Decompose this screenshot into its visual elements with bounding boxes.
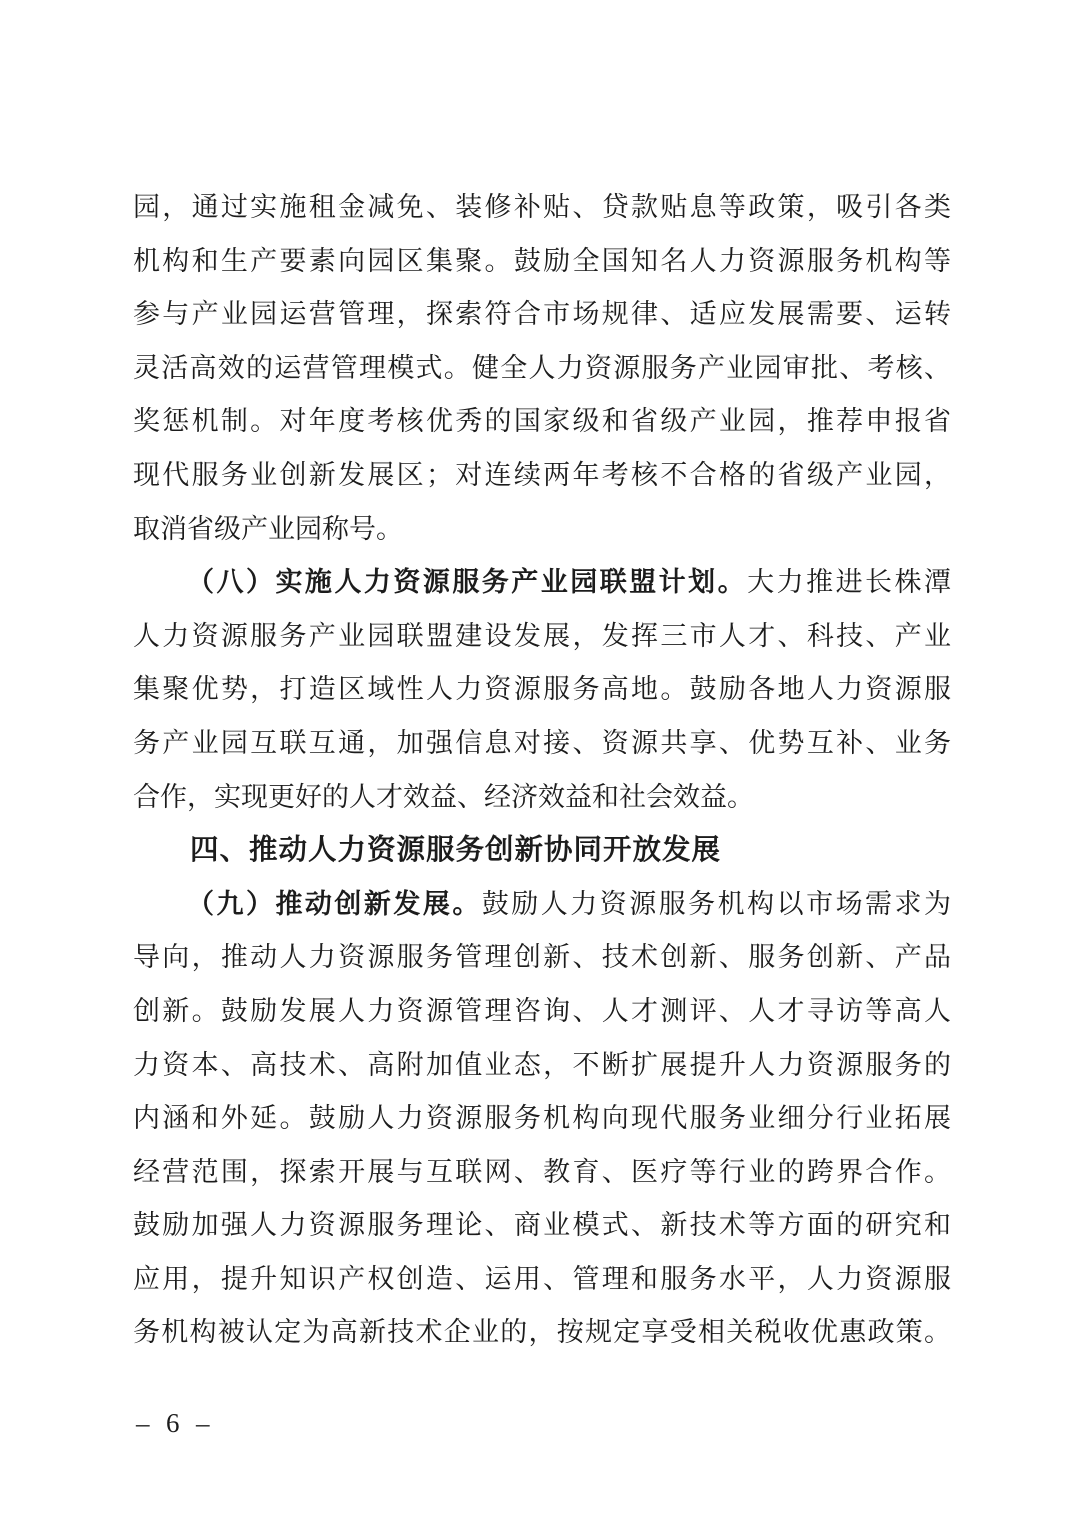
text-segment: 务机构被认定为高新技术企业的，按规定享受相关税收优惠政策。 xyxy=(133,1317,951,1348)
text-segment: 奖惩机制。对年度考核优秀的国家级和省级产业园，推荐申报省 xyxy=(133,406,951,437)
body-line xyxy=(133,771,951,825)
section-heading xyxy=(133,824,951,878)
body-line xyxy=(133,1146,951,1200)
body-line xyxy=(133,395,951,449)
body-line xyxy=(133,288,951,342)
text-segment: 参与产业园运营管理，探索符合市场规律、适应发展需要、运转 xyxy=(133,299,951,330)
text-segment: 机构和生产要素向园区集聚。鼓励全国知名人力资源服务机构等 xyxy=(133,245,951,276)
body-line xyxy=(133,1253,951,1307)
paragraph-lead-line xyxy=(133,878,951,932)
text-segment: 大力推进长株潭 xyxy=(747,567,951,598)
text-segment: 务产业园互联互通，加强信息对接、资源共享、优势互补、业务 xyxy=(133,727,951,758)
body-line xyxy=(133,931,951,985)
text-segment: 现代服务业创新发展区；对连续两年考核不合格的省级产业园， xyxy=(133,459,951,490)
body-line xyxy=(133,503,951,557)
text-segment: 合作，实现更好的人才效益、经济效益和社会效益。 xyxy=(133,781,754,812)
text-segment: 灵活高效的运营管理模式。健全人力资源服务产业园审批、考核、 xyxy=(133,352,951,383)
paragraph-lead-line xyxy=(133,556,951,610)
body-line xyxy=(133,985,951,1039)
text-segment: 集聚优势，打造区域性人力资源服务高地。鼓励各地人力资源服 xyxy=(133,674,951,705)
body-line xyxy=(133,181,951,235)
text-segment: 经营范围，探索开展与互联网、教育、医疗等行业的跨界合作。 xyxy=(133,1156,951,1187)
text-segment: 内涵和外延。鼓励人力资源服务机构向现代服务业细分行业拓展 xyxy=(133,1103,951,1134)
text-segment: 取消省级产业园称号。 xyxy=(133,513,403,544)
text-segment: 鼓励人力资源服务机构以市场需求为 xyxy=(481,888,951,919)
body-line xyxy=(133,1039,951,1093)
text-segment: 创新。鼓励发展人力资源管理咨询、人才测评、人才寻访等高人 xyxy=(133,995,951,1026)
bold-text-segment: 四、推动人力资源服务创新协同开放发展 xyxy=(190,834,722,867)
body-line xyxy=(133,663,951,717)
document-text-block xyxy=(133,181,951,1360)
body-line xyxy=(133,342,951,396)
text-segment: 人力资源服务产业园联盟建设发展，发挥三市人才、科技、产业 xyxy=(133,620,951,651)
text-segment: 应用，提升知识产权创造、运用、管理和服务水平，人力资源服 xyxy=(133,1263,951,1294)
body-line xyxy=(133,610,951,664)
body-line xyxy=(133,449,951,503)
bold-text-segment: （八）实施人力资源服务产业园联盟计划。 xyxy=(187,567,748,598)
page-number: – 6 – xyxy=(136,1408,215,1438)
body-line xyxy=(133,1199,951,1253)
text-segment: 园，通过实施租金减免、装修补贴、贷款贴息等政策，吸引各类 xyxy=(133,192,951,222)
body-line xyxy=(133,1092,951,1146)
body-line xyxy=(133,1306,951,1360)
text-segment: 鼓励加强人力资源服务理论、商业模式、新技术等方面的研究和 xyxy=(133,1210,951,1241)
text-segment: 导向，推动人力资源服务管理创新、技术创新、服务创新、产品 xyxy=(133,942,951,973)
body-line xyxy=(133,717,951,771)
text-segment: 力资本、高技术、高附加值业态，不断扩展提升人力资源服务的 xyxy=(133,1049,951,1080)
body-line xyxy=(133,235,951,289)
bold-text-segment: （九）推动创新发展。 xyxy=(187,888,482,919)
